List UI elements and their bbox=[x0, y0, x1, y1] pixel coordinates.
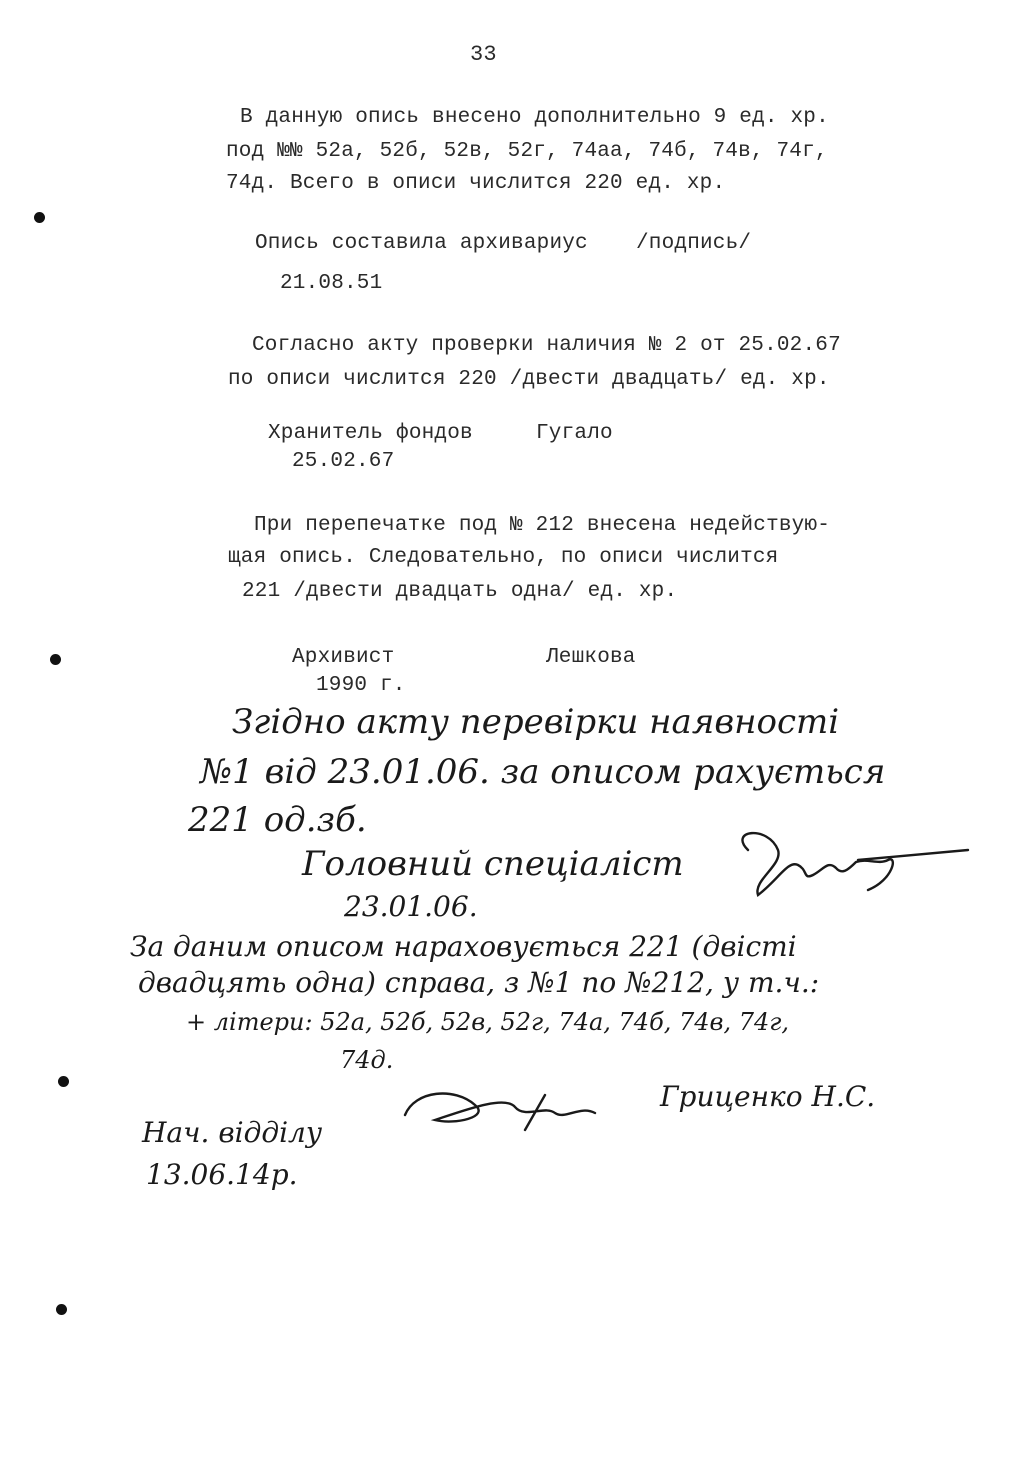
keeper-name: Гугало bbox=[536, 422, 613, 445]
handwritten-h2-role: Нач. відділу bbox=[142, 1116, 323, 1149]
handwritten-h1-line3: 221 од.зб. bbox=[188, 800, 367, 840]
typed-p3-line2: щая опись. Следовательно, по описи числится bbox=[228, 546, 779, 569]
typed-p1-line2: под №№ 52а, 52б, 52в, 52г, 74аа, 74б, 74в, 74г, bbox=[226, 140, 828, 163]
handwritten-h2-surname: Гриценко Н.С. bbox=[660, 1080, 876, 1113]
handwritten-h2-line2: двадцять одна) справа, з №1 по №212, у т.ч.: bbox=[138, 966, 820, 999]
compiled-by: Опись составила архивариус bbox=[255, 232, 588, 255]
punch-hole-2 bbox=[50, 654, 61, 665]
handwritten-h2-date: 13.06.14р. bbox=[146, 1158, 298, 1191]
handwritten-h2-line1: За даним описом нараховується 221 (двісті bbox=[130, 930, 797, 963]
signature-1-image bbox=[718, 820, 988, 900]
archivist-name: Лешкова bbox=[546, 646, 636, 669]
page-number: 33 bbox=[470, 42, 497, 67]
punch-hole-3 bbox=[58, 1076, 69, 1087]
typed-p2-line2: по описи числится 220 /двести двадцать/ ед. хр. bbox=[228, 368, 830, 391]
handwritten-h1-line1: Згідно акту перевірки наявності bbox=[232, 702, 840, 742]
typed-p2-line1: Согласно акту проверки наличия № 2 от 25.02.67 bbox=[252, 334, 841, 357]
compiled-date: 21.08.51 bbox=[280, 272, 383, 295]
punch-hole-1 bbox=[34, 212, 45, 223]
typed-p1-line3: 74д. Всего в описи числится 220 ед. хр. bbox=[226, 172, 726, 195]
archivist-date: 1990 г. bbox=[316, 674, 406, 697]
typed-p1-line1: В данную опись внесено дополнительно 9 ед. хр. bbox=[240, 106, 829, 129]
typed-p3-line1: При перепечатке под № 212 внесена недействую- bbox=[254, 514, 831, 537]
keeper-date: 25.02.67 bbox=[292, 450, 395, 473]
handwritten-h2-line3: + літери: 52а, 52б, 52в, 52г, 74а, 74б, 74в, 74г, bbox=[186, 1008, 790, 1036]
keeper-role: Хранитель фондов bbox=[268, 422, 473, 445]
handwritten-h1-role: Головний спеціаліст bbox=[302, 844, 684, 884]
compiled-signature: /подпись/ bbox=[636, 232, 752, 255]
handwritten-h2-line4: 74д. bbox=[340, 1046, 394, 1074]
typed-p3-line3: 221 /двести двадцать одна/ ед. хр. bbox=[242, 580, 678, 603]
handwritten-h1-line2: №1 від 23.01.06. за описом рахується bbox=[200, 752, 886, 792]
archivist-role: Архивист bbox=[292, 646, 395, 669]
handwritten-h1-date: 23.01.06. bbox=[344, 890, 478, 923]
signature-2-image bbox=[395, 1075, 625, 1135]
punch-hole-4 bbox=[56, 1304, 67, 1315]
